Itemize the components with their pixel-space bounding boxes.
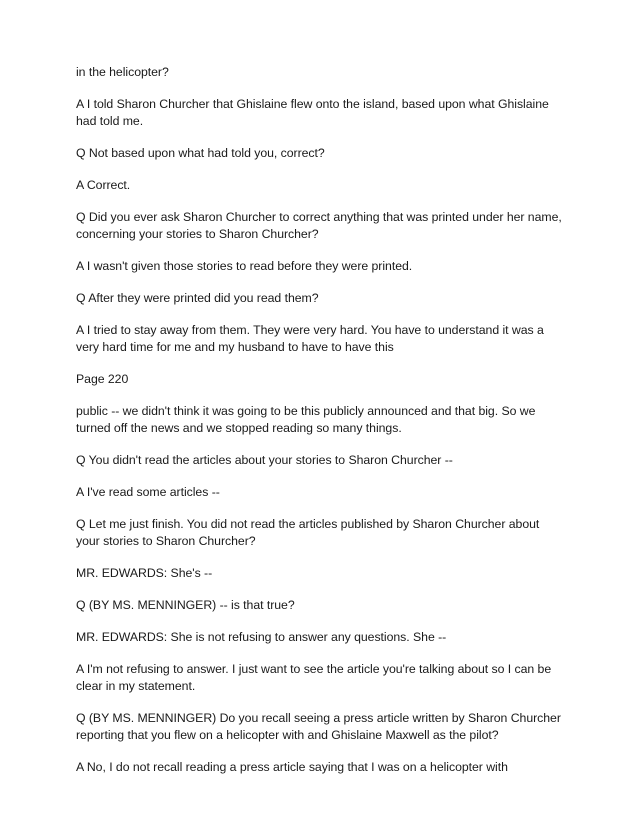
transcript-paragraph-8: A I tried to stay away from them. They were very hard. You have to understand it was a very hard time for me and my husband to have to have this [76, 323, 544, 354]
transcript-paragraph-11: Q You didn't read the articles about your stories to Sharon Churcher -- [76, 453, 453, 467]
transcript-body [76, 64, 562, 791]
transcript-paragraph-6: A I wasn't given those stories to read before they were printed. [76, 259, 413, 273]
transcript-paragraph-16: MR. EDWARDS: She is not refusing to answer any questions. She -- [76, 630, 447, 644]
transcript-paragraph-12: A I've read some articles -- [76, 485, 220, 499]
transcript-paragraph-3: Q Not based upon what had told you, correct? [76, 146, 325, 160]
transcript-paragraph-4: A Correct. [76, 178, 131, 192]
transcript-paragraph-1: in the helicopter? [76, 65, 169, 79]
transcript-paragraph-19: A No, I do not recall reading a press article saying that I was on a helicopter with [76, 760, 508, 774]
transcript-paragraph-10: public -- we didn't think it was going to be this publicly announced and that big. So we turned off the news and we stopped reading so many things. [76, 404, 536, 435]
transcript-paragraph-14: MR. EDWARDS: She's -- [76, 566, 213, 580]
transcript-paragraph-5: Q Did you ever ask Sharon Churcher to correct anything that was printed under her name, concerning your stories to Sharon Churcher? [76, 210, 562, 241]
transcript-paragraph-18: Q (BY MS. MENNINGER) Do you recall seeing a press article written by Sharon Churcher reporting that you flew on a helicopter with and Ghislaine Maxwell as the pilot? [76, 711, 561, 742]
transcript-paragraph-17: A I'm not refusing to answer. I just want to see the article you're talking about so I can be clear in my statement. [76, 662, 552, 693]
transcript-paragraph-13: Q Let me just finish. You did not read the articles published by Sharon Churcher about your stories to Sharon Churcher? [76, 517, 540, 548]
page-number-label: Page 220 [76, 372, 129, 386]
transcript-paragraph-2: A I told Sharon Churcher that Ghislaine flew onto the island, based upon what Ghislaine had told me. [76, 97, 549, 128]
transcript-paragraph-15: Q (BY MS. MENNINGER) -- is that true? [76, 598, 295, 612]
transcript-paragraph-7: Q After they were printed did you read them? [76, 291, 319, 305]
